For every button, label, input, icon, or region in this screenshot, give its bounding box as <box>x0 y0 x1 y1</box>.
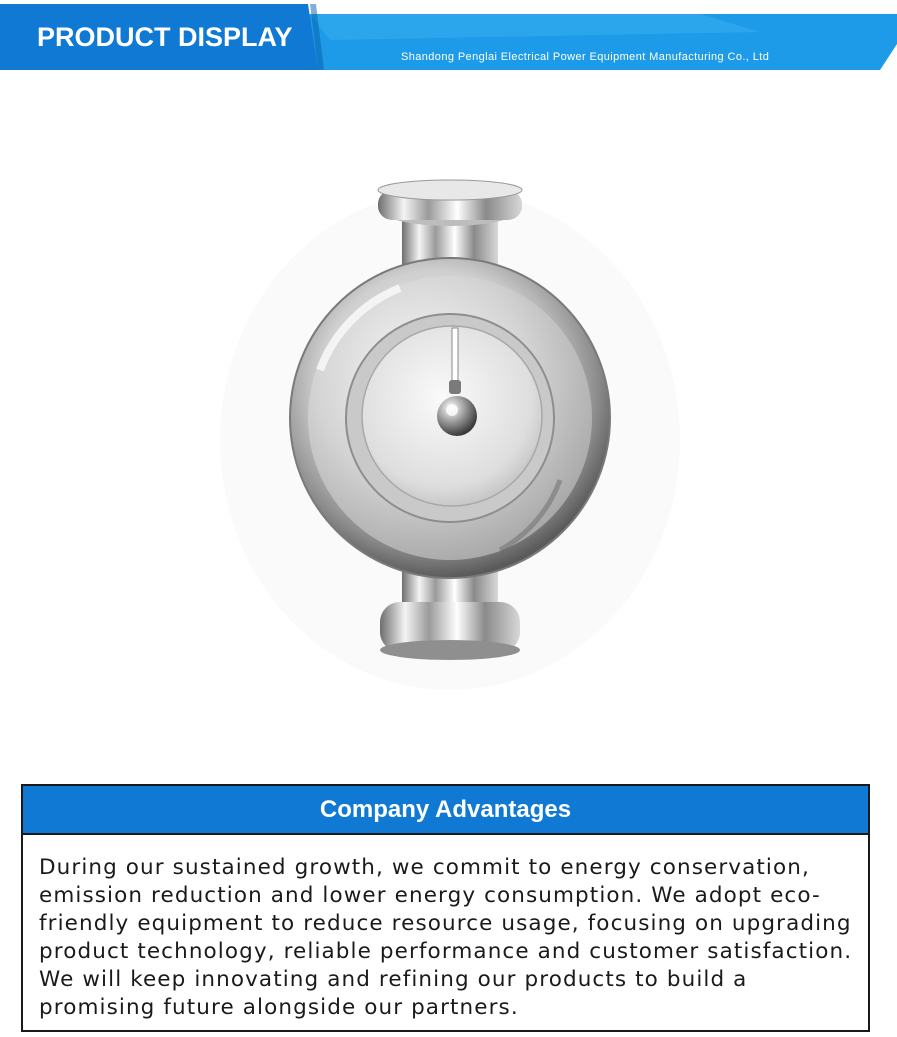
page-title: PRODUCT DISPLAY <box>37 22 293 52</box>
company-advantages-text: During our sustained growth, we commit to energy conservation, emission reduction and lower energy consumption. We adopt eco-friendly equipment to reduce resource usage, focusing on upgrading product technology, reliable performance and customer satisfaction. We will keep innovating and refining our products to build a promising future alongside our partners. <box>39 855 853 1020</box>
company-advantages-title: Company Advantages <box>319 795 572 823</box>
header-banner <box>0 0 897 72</box>
company-name: Shandong Penglai Electrical Power Equipment Manufacturing Co., Ltd <box>401 51 770 63</box>
product-image <box>180 160 720 700</box>
company-advantages-header <box>23 786 868 835</box>
sight-glass-flow-indicator-icon <box>180 160 720 700</box>
company-advantages-panel <box>21 784 870 1032</box>
